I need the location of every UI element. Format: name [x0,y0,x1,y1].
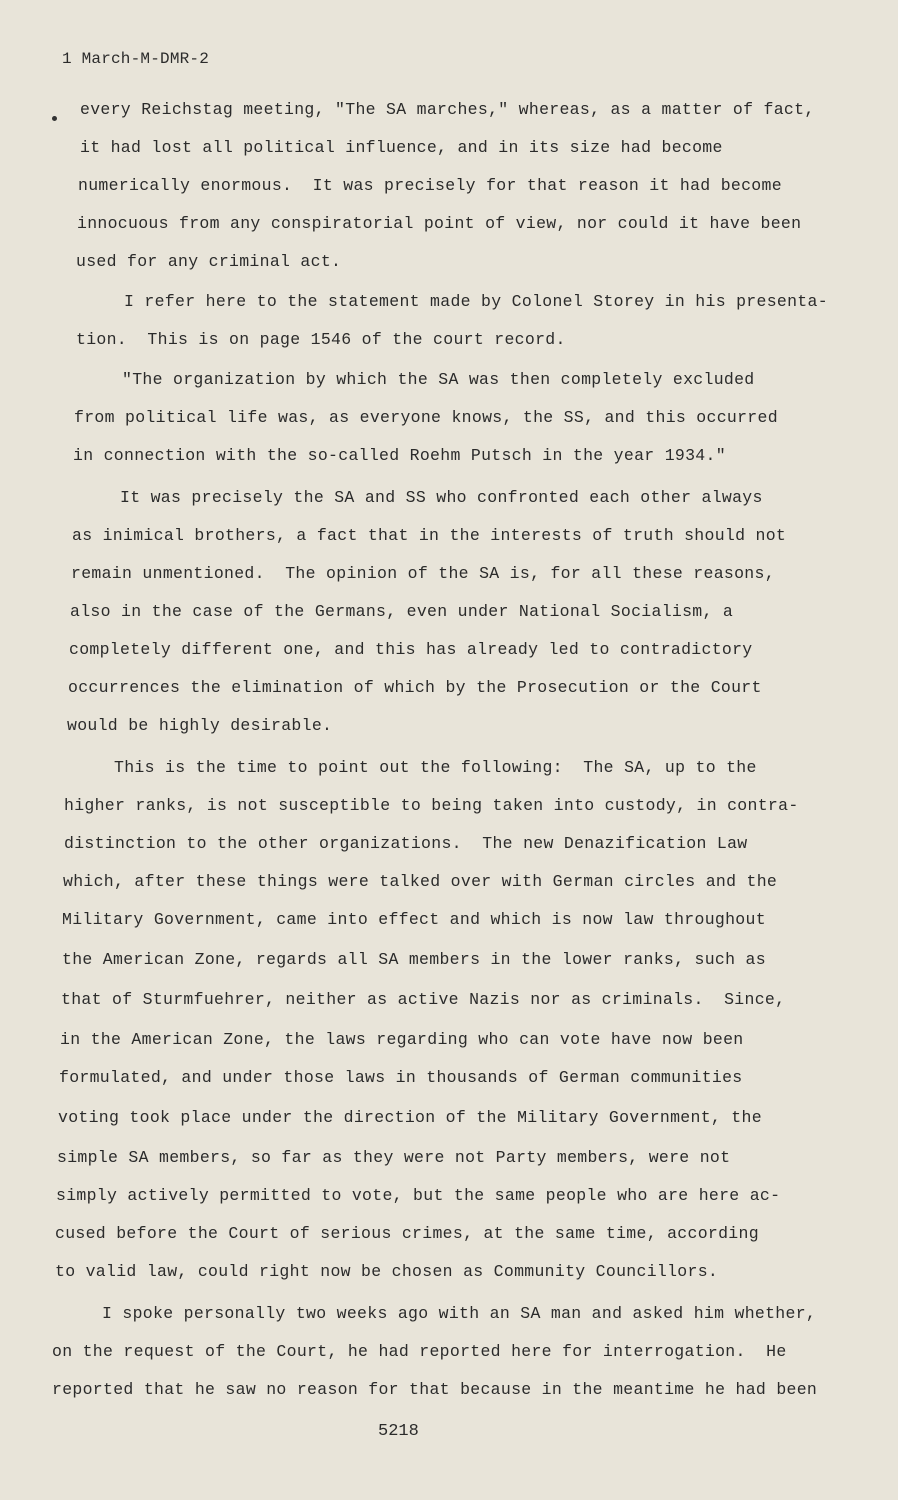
text-line: innocuous from any conspiratorial point of view, nor could it have been [77,214,802,233]
text-line: higher ranks, is not susceptible to being taken into custody, in contra- [64,796,799,815]
text-line: would be highly desirable. [67,716,333,735]
text-line: in the American Zone, the laws regarding who can vote have now been [60,1030,744,1049]
text-line: occurrences the elimination of which by the Prosecution or the Court [68,678,762,697]
text-line: remain unmentioned. The opinion of the SA is, for all these reasons, [71,564,775,583]
document-reference: 1 March-M-DMR-2 [62,50,210,68]
text-line: that of Sturmfuehrer, neither as active Nazis nor as criminals. Since, [61,990,786,1009]
text-line: I refer here to the statement made by Colonel Storey in his presenta- [124,292,828,311]
text-line: in connection with the so-called Roehm Putsch in the year 1934." [73,446,726,465]
text-line: It was precisely the SA and SS who confronted each other always [120,488,763,507]
text-line: the American Zone, regards all SA members in the lower ranks, such as [62,950,766,969]
text-line: tion. This is on page 1546 of the court record. [76,330,566,349]
margin-mark [52,116,57,121]
text-line: from political life was, as everyone knows, the SS, and this occurred [74,408,778,427]
text-line: Military Government, came into effect and which is now law throughout [62,910,766,929]
text-line: as inimical brothers, a fact that in the interests of truth should not [72,526,787,545]
text-line: to valid law, could right now be chosen as Community Councillors. [55,1262,719,1281]
text-line: reported that he saw no reason for that because in the meantime he had been [52,1380,818,1399]
page-number: 5218 [378,1422,419,1441]
text-line: numerically enormous. It was precisely for that reason it had become [78,176,782,195]
text-line: which, after these things were talked over with German circles and the [63,872,778,891]
text-line: This is the time to point out the following: The SA, up to the [114,758,757,777]
text-line: I spoke personally two weeks ago with an SA man and asked him whether, [102,1304,817,1323]
text-line: also in the case of the Germans, even under National Socialism, a [70,602,734,621]
text-line: cused before the Court of serious crimes, at the same time, according [55,1224,759,1243]
text-line: on the request of the Court, he had reported here for interrogation. He [52,1342,787,1361]
text-line: completely different one, and this has already led to contradictory [69,640,753,659]
text-line: used for any criminal act. [76,252,342,271]
text-line: voting took place under the direction of the Military Government, the [58,1108,762,1127]
text-line: simply actively permitted to vote, but the same people who are here ac- [56,1186,781,1205]
text-line: "The organization by which the SA was then completely excluded [122,370,755,389]
text-line: formulated, and under those laws in thousands of German communities [59,1068,743,1087]
text-line: distinction to the other organizations. The new Denazification Law [64,834,748,853]
text-line: simple SA members, so far as they were not Party members, were not [57,1148,731,1167]
text-line: every Reichstag meeting, "The SA marches," whereas, as a matter of fact, [80,100,815,119]
text-line: it had lost all political influence, and in its size had become [80,138,723,157]
